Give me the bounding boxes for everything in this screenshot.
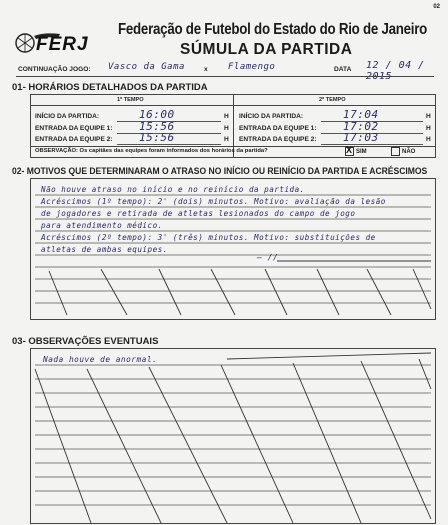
sh-start-unit: H (426, 113, 431, 120)
delay-line-1: Não houve atraso no início e no reinício da partida. (41, 185, 305, 194)
section3-title: 03- OBSERVAÇÕES EVENTUAIS (12, 336, 159, 347)
org-name: Federação de Futebol do Estado do Rio de Janeiro (118, 21, 428, 38)
delay-line-3: de jogadores e retirada de atletas lesionados do campo de jogo (41, 209, 356, 218)
observation-label: OBSERVAÇÃO: Os capitães das equipes foram informados dos horários da partida? (35, 148, 268, 154)
delay-line-4: para atendimento médico. (41, 221, 163, 230)
away-team: Flamengo (228, 62, 276, 72)
home-team: Vasco da Gama (108, 62, 185, 72)
delay-box (30, 178, 436, 320)
game-label: CONTINUAÇÃO JOGO: (18, 66, 91, 73)
observation-line-1: Nada houve de anormal. (43, 355, 158, 364)
versus: x (204, 66, 208, 73)
schedule-box (30, 94, 436, 158)
logo-text: FERJ (36, 34, 89, 55)
sh-team1-value: 17:02 (343, 120, 379, 133)
no-option[interactable] (391, 147, 415, 156)
second-half-header: 2º TEMPO (319, 97, 346, 103)
section2-title: 02- MOTIVOS QUE DETERMINARAM O ATRASO NO INÍCIO OU REINÍCIO DA PARTIDA E ACRÉSCIMOS (12, 166, 428, 176)
fh-start-unit: H (224, 113, 229, 120)
fh-start-label: INÍCIO DA PARTIDA: (35, 113, 100, 120)
sh-start-value: 17:04 (343, 108, 379, 121)
no-checkbox[interactable] (391, 147, 400, 156)
fh-team1-value: 15:56 (139, 120, 175, 133)
fh-team2-label: ENTRADA DA EQUIPE 2: (35, 136, 113, 143)
delay-line-5: Acréscimos (2º tempo): 3' (três) minutos. Motivo: substituições de (41, 233, 376, 242)
fh-team2-unit: H (224, 136, 229, 143)
sh-team2-label: ENTRADA DA EQUIPE 2: (239, 136, 317, 143)
delay-line-end: — // (257, 253, 279, 262)
sh-team1-unit: H (426, 125, 431, 132)
sh-team1-label: ENTRADA DA EQUIPE 1: (239, 125, 317, 132)
section1-title: 01- HORÁRIOS DETALHADOS DA PARTIDA (12, 82, 208, 93)
yes-label: SIM (356, 149, 367, 156)
doc-title: SÚMULA DA PARTIDA (180, 41, 353, 58)
observations-lines (31, 349, 435, 523)
fh-team1-unit: H (224, 125, 229, 132)
observations-box (30, 348, 436, 524)
fh-team1-label: ENTRADA DA EQUIPE 1: (35, 125, 113, 132)
fh-team2-value: 15:56 (139, 131, 175, 144)
sh-start-label: INÍCIO DA PARTIDA: (239, 113, 304, 120)
ferj-logo (14, 28, 92, 58)
yes-option[interactable] (345, 147, 367, 156)
fh-start-value: 16:00 (139, 108, 175, 121)
sh-team2-value: 17:03 (343, 131, 379, 144)
first-half-header: 1º TEMPO (117, 97, 144, 103)
delay-line-2: Acréscimos (1º tempo): 2' (dois) minutos. Motivo: avaliação da lesão (41, 197, 386, 206)
date-value: 12 / 04 / 2015 (366, 60, 425, 82)
no-label: NÃO (402, 149, 416, 156)
sh-team2-unit: H (426, 136, 431, 143)
yes-checkbox[interactable] (345, 147, 354, 156)
date-label: DATA (334, 66, 352, 73)
page-number: 02 (433, 4, 440, 10)
delay-line-6: atletas de ambas equipes. (41, 245, 168, 254)
yes-mark: X (346, 145, 353, 155)
